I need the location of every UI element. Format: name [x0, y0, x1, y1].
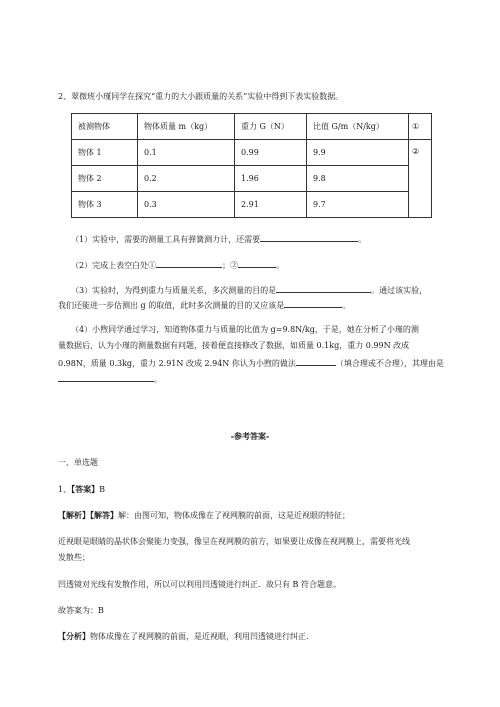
table-header-row — [72, 114, 432, 140]
answer-blank — [238, 259, 276, 268]
table-row — [72, 166, 432, 192]
data-table — [71, 113, 432, 218]
answer-blank — [284, 299, 342, 308]
part-4-line-1: （4）小煦同学通过学习，知道物体重力与质量的比值为 g=9.8N/kg，于是，她在分析了小瑾的测 — [71, 325, 419, 334]
table-cell: 物体 1 — [72, 140, 138, 166]
table-cell: 9.7 — [307, 192, 409, 218]
analysis-para-1-line-1: 近视眼是眼睛的晶状体会聚能力变强，像呈在视网膜的前方，如果要让成像在视网膜上，需要将光线 — [58, 537, 410, 546]
answer-item-1: 1、【答案】B — [58, 484, 105, 494]
blank-cell-2: ② — [409, 140, 432, 218]
part-2: （2）完成上表空白处① ；② 。 — [71, 261, 285, 270]
part-4-line-4: 。 — [58, 373, 162, 385]
table-cell: 9.9 — [307, 140, 409, 166]
analysis: 【解析】【解答】解：由图可知，物体成像在了视网膜的前面，这是近视眼的特征； — [58, 510, 350, 520]
header-cell: 重力 G（N） — [235, 114, 307, 140]
answer-blank — [58, 373, 154, 382]
table-cell: 物体 3 — [72, 192, 138, 218]
part-1: （1）实验中，需要的测量工具有弹簧测力计，还需要 。 — [71, 235, 367, 244]
table-cell: 0.2 — [138, 166, 235, 192]
analysis-para-1-line-2: 发散些； — [58, 553, 90, 562]
table-cell: 0.99 — [235, 140, 307, 166]
answer-section-title: -参考答案- — [230, 431, 270, 441]
table-row — [72, 192, 432, 218]
table-cell: 1.96 — [235, 166, 307, 192]
part-3-line-2: 我们还能进一步估测出 g 的取值，此时多次测量的目的又应该是 。 — [58, 301, 351, 310]
question-intro: 2、翠微班小瑾同学在探究“重力的大小跟质量的关系”实验中得到下表实验数据。 — [58, 92, 344, 101]
answer-category: 一、单选题 — [58, 458, 98, 467]
table-cell: 9.8 — [307, 166, 409, 192]
answer-blank — [276, 284, 371, 293]
part-4-line-2: 量数据后，认为小瑾的测量数据有问题，接着便直接修改了数据，如质量 0.1kg，重力 0.99N 改成 — [58, 341, 410, 350]
header-cell: 物体质量 m（kg） — [138, 114, 235, 140]
table-cell: 2.91 — [235, 192, 307, 218]
blank-header-1: ① — [409, 114, 432, 140]
table-cell: 0.1 — [138, 140, 235, 166]
conclusion: 故答案为：B — [58, 606, 104, 615]
answer-blank — [260, 233, 358, 242]
part-3-line-1: （3）实验时，为得到重力与质量关系，多次测量的目的是 。通过该实验， — [71, 286, 428, 295]
summary: 【分析】物体成像在了视网膜的前面，是近视眼，利用凹透镜进行纠正. — [58, 631, 309, 641]
part-4-line-3: 0.98N，质量 0.3kg，重力 2.91N 改成 2.94N 你认为小煦的做法 （填合理或不合理），其理由是 — [58, 359, 444, 368]
answer-blank — [156, 259, 222, 268]
header-cell: 比值 G/m（N/kg） — [307, 114, 409, 140]
table-row — [72, 140, 432, 166]
answer-blank — [296, 357, 336, 366]
table-cell: 0.3 — [138, 192, 235, 218]
table-cell: 物体 2 — [72, 166, 138, 192]
header-cell: 被测物体 — [72, 114, 138, 140]
analysis-para-2: 凹透镜对光线有发散作用，所以可以利用凹透镜进行纠正．故只有 B 符合题意。 — [58, 580, 341, 589]
